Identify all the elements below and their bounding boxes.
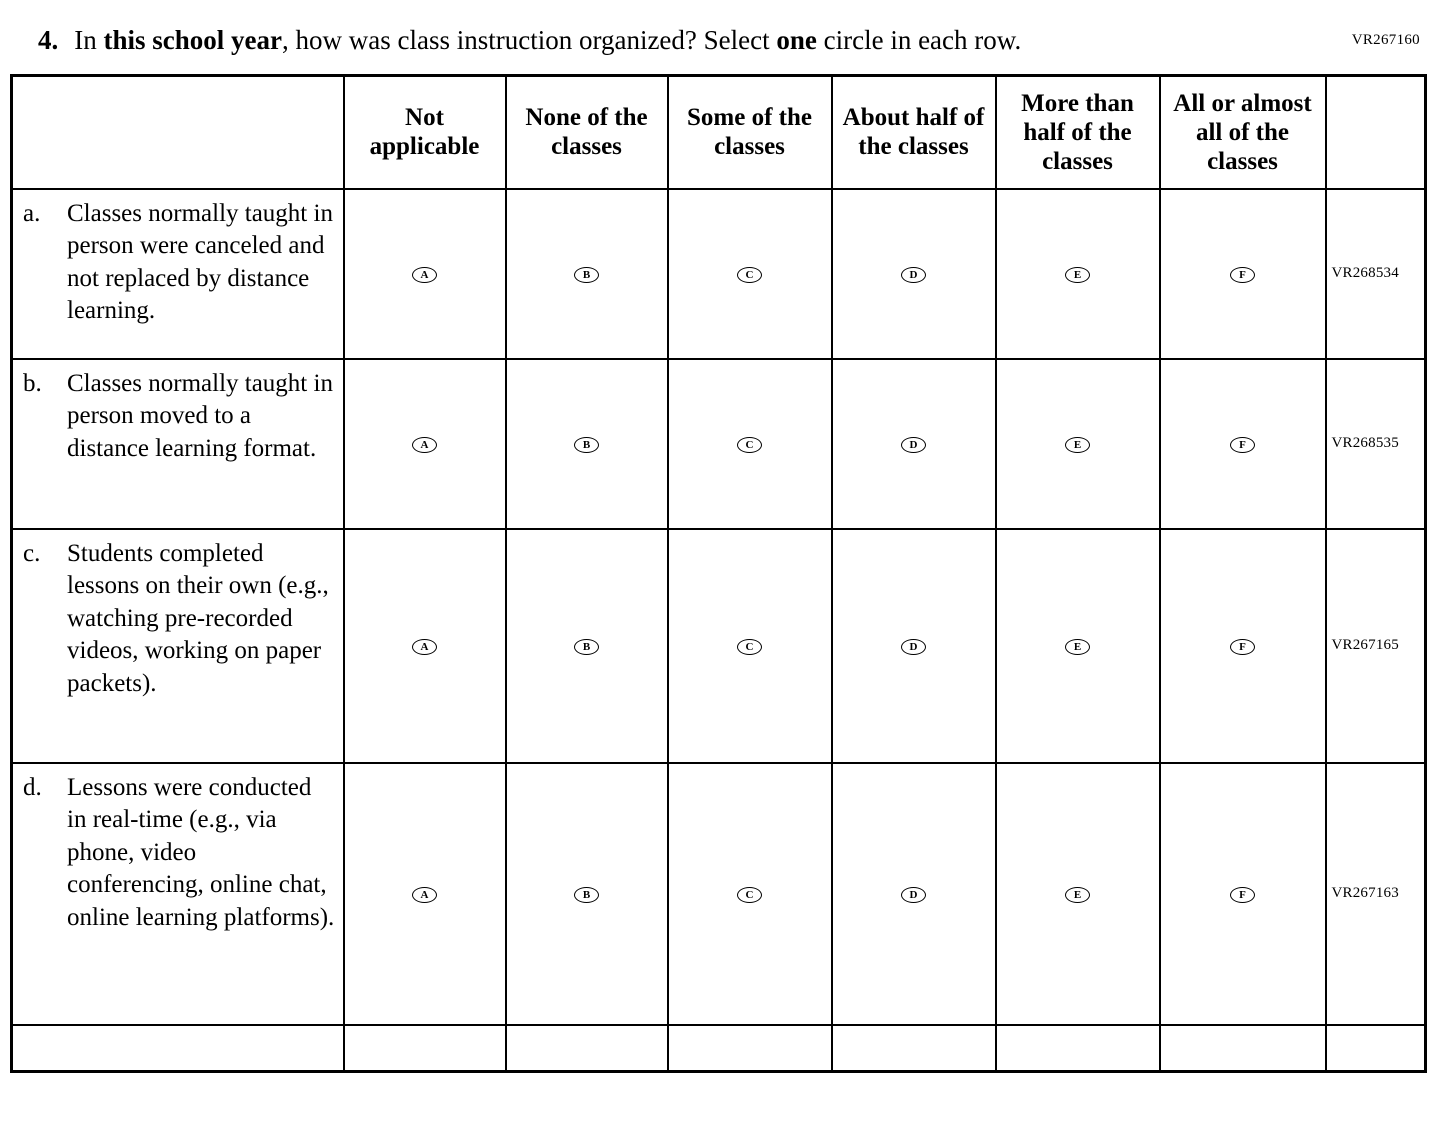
option-circle-A[interactable]: A <box>412 887 437 903</box>
option-circle-C[interactable]: C <box>737 639 762 655</box>
column-header-none: None of the classes <box>506 75 668 189</box>
grid-body <box>12 189 1426 1072</box>
option-circle-D[interactable]: D <box>901 267 926 283</box>
row-label-cell <box>12 189 344 359</box>
option-cell <box>506 529 668 763</box>
cutoff-cell <box>996 1025 1160 1072</box>
row-text: Lessons were conducted in real-time (e.g., via phone, video conferencing, online chat, online learning platforms). <box>67 773 335 931</box>
option-circle-E[interactable]: E <box>1065 887 1090 903</box>
option-cell <box>506 359 668 529</box>
option-circle-F[interactable]: F <box>1230 267 1255 283</box>
table-row <box>12 359 1426 529</box>
column-header-some: Some of the classes <box>668 75 832 189</box>
option-cell <box>832 763 996 1025</box>
option-cell <box>1160 529 1326 763</box>
code-column-header <box>1326 75 1426 189</box>
questionnaire-page <box>0 24 1434 1073</box>
cutoff-row <box>12 1025 1426 1072</box>
option-cell <box>344 359 506 529</box>
option-circle-F[interactable]: F <box>1230 639 1255 655</box>
question-segment-bold: this school year <box>103 25 282 55</box>
question-segment: circle in each row. <box>816 25 1022 55</box>
cutoff-cell <box>506 1025 668 1072</box>
row-letter: d. <box>23 773 42 801</box>
form-code: VR267160 <box>1351 32 1420 48</box>
cutoff-cell <box>12 1025 344 1072</box>
question-number: 4. <box>38 25 59 55</box>
column-header-about-half: About half of the classes <box>832 75 996 189</box>
option-cell <box>1160 189 1326 359</box>
option-cell <box>344 529 506 763</box>
column-header-more-than-half: More than half of the classes <box>996 75 1160 189</box>
cutoff-cell <box>832 1025 996 1072</box>
table-row <box>12 529 1426 763</box>
header-row <box>12 75 1426 189</box>
option-circle-C[interactable]: C <box>737 267 762 283</box>
option-circle-C[interactable]: C <box>737 437 762 453</box>
option-cell <box>506 189 668 359</box>
cutoff-cell <box>1160 1025 1326 1072</box>
option-circle-A[interactable]: A <box>412 639 437 655</box>
row-text: Classes normally taught in person were canceled and not replaced by distance learning. <box>67 199 333 325</box>
row-code: VR268535 <box>1326 359 1426 529</box>
option-cell <box>506 763 668 1025</box>
option-cell <box>668 189 832 359</box>
option-cell <box>996 359 1160 529</box>
question-segment: , how was class instruction organized? Select <box>282 25 777 55</box>
row-code: VR267163 <box>1326 763 1426 1025</box>
column-header-all: All or almost all of the classes <box>1160 75 1326 189</box>
row-letter: b. <box>23 369 42 397</box>
column-header-not-applicable: Not applicable <box>344 75 506 189</box>
question-segment: In <box>74 25 104 55</box>
option-circle-D[interactable]: D <box>901 437 926 453</box>
option-cell <box>668 359 832 529</box>
option-cell <box>1160 359 1326 529</box>
corner-cell <box>12 75 344 189</box>
option-circle-E[interactable]: E <box>1065 639 1090 655</box>
option-cell <box>996 763 1160 1025</box>
table-row <box>12 763 1426 1025</box>
option-circle-B[interactable]: B <box>574 437 599 453</box>
row-code: VR268534 <box>1326 189 1426 359</box>
cutoff-cell <box>344 1025 506 1072</box>
option-cell <box>668 763 832 1025</box>
option-circle-F[interactable]: F <box>1230 437 1255 453</box>
option-cell <box>344 189 506 359</box>
option-circle-A[interactable]: A <box>412 267 437 283</box>
option-circle-A[interactable]: A <box>412 437 437 453</box>
row-code: VR267165 <box>1326 529 1426 763</box>
option-cell <box>996 529 1160 763</box>
option-circle-B[interactable]: B <box>574 267 599 283</box>
option-cell <box>668 529 832 763</box>
row-text: Classes normally taught in person moved to a distance learning format. <box>67 369 333 462</box>
option-cell <box>832 529 996 763</box>
option-circle-D[interactable]: D <box>901 887 926 903</box>
row-label-cell <box>12 763 344 1025</box>
option-circle-E[interactable]: E <box>1065 437 1090 453</box>
row-letter: a. <box>23 199 41 227</box>
cutoff-cell <box>668 1025 832 1072</box>
option-circle-C[interactable]: C <box>737 887 762 903</box>
question-segment-bold: one <box>776 25 817 55</box>
row-letter: c. <box>23 539 41 567</box>
option-circle-E[interactable]: E <box>1065 267 1090 283</box>
option-circle-B[interactable]: B <box>574 887 599 903</box>
option-circle-B[interactable]: B <box>574 639 599 655</box>
option-cell <box>996 189 1160 359</box>
row-text: Students completed lessons on their own (e.g., watching pre-recorded videos, working on paper packets). <box>67 539 329 697</box>
option-cell <box>832 189 996 359</box>
cutoff-cell <box>1326 1025 1426 1072</box>
row-label-cell <box>12 529 344 763</box>
row-label-cell <box>12 359 344 529</box>
table-row <box>12 189 1426 359</box>
option-cell <box>344 763 506 1025</box>
response-grid <box>10 74 1427 1073</box>
option-cell <box>832 359 996 529</box>
option-circle-D[interactable]: D <box>901 639 926 655</box>
option-cell <box>1160 763 1326 1025</box>
option-circle-F[interactable]: F <box>1230 887 1255 903</box>
question-text <box>38 24 1404 58</box>
